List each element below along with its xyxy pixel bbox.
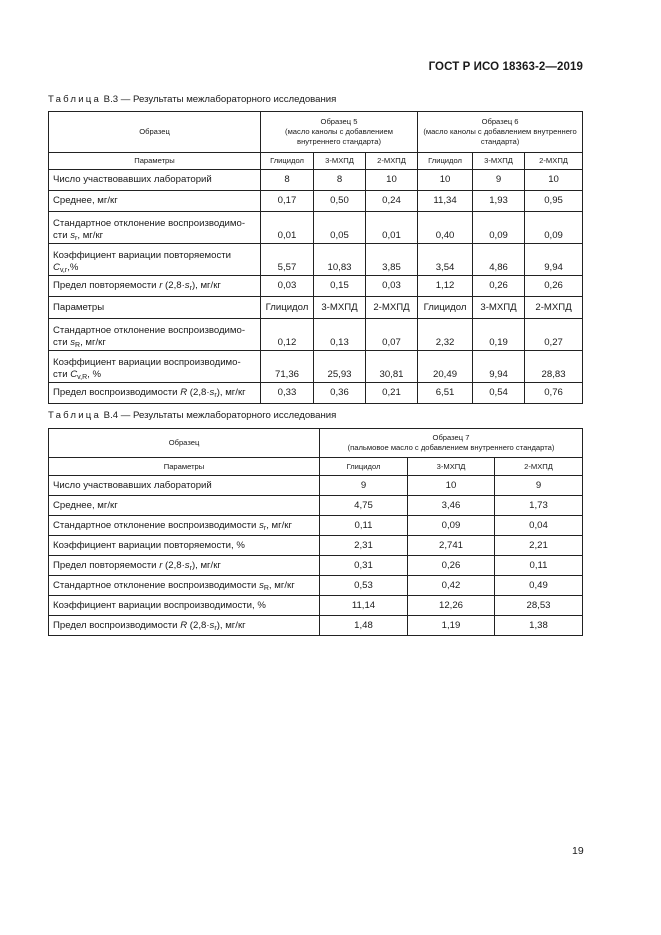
cell: 0,21 <box>366 383 418 404</box>
cell: 10 <box>366 170 418 191</box>
label-part: ,% <box>67 262 79 273</box>
cell: 9 <box>495 476 583 496</box>
subscript: r <box>263 524 267 532</box>
sample-header-label: Образец <box>49 429 320 458</box>
caption-text: В.3 — Результаты межлабораторного исследования <box>101 94 337 105</box>
col-header: 2-МХПД <box>525 153 583 170</box>
table-row <box>49 351 583 383</box>
cell: 2,741 <box>408 536 495 556</box>
cell: 0,26 <box>525 276 583 297</box>
cell: 0,76 <box>525 383 583 404</box>
cell: 10 <box>418 170 473 191</box>
label-part: сти <box>53 369 71 380</box>
cell: 11,34 <box>418 191 473 212</box>
table-row <box>49 276 583 297</box>
params-header-label: Параметры <box>49 458 320 476</box>
label-part: Стандартное отклонение воспроизводимо- <box>53 325 246 336</box>
col-header: 3-МХПД <box>473 153 525 170</box>
label-part: , % <box>87 369 102 380</box>
table-row <box>49 596 583 616</box>
cell: 0,15 <box>314 276 366 297</box>
row-label <box>49 351 261 383</box>
sample-header-label: Образец <box>49 112 261 153</box>
label-part: Предел повторяемости <box>53 559 160 571</box>
cell: 11,14 <box>320 596 408 616</box>
col-header: 3-МХПД <box>314 153 366 170</box>
cell: 0,11 <box>320 516 408 536</box>
symbol: s <box>184 559 190 571</box>
cell: 0,12 <box>261 319 314 351</box>
cell: 0,01 <box>261 212 314 244</box>
cell: 0,11 <box>495 556 583 576</box>
cell: 3,85 <box>366 244 418 276</box>
symbol: s <box>259 579 264 591</box>
cell: 4,75 <box>320 496 408 516</box>
label-part: Предел воспроизводимости <box>53 619 181 631</box>
cell: 3,46 <box>408 496 495 516</box>
cell: 0,95 <box>525 191 583 212</box>
table-b3-caption <box>48 94 336 105</box>
cell: 8 <box>261 170 314 191</box>
cell: 28,53 <box>495 596 583 616</box>
symbol: s <box>184 280 190 291</box>
row-label <box>49 556 320 576</box>
cell: 0,17 <box>261 191 314 212</box>
row-label: Среднее, мг/кг <box>49 496 320 516</box>
cell: 0,01 <box>366 212 418 244</box>
table-row <box>49 191 583 212</box>
sample5-description: (масло канолы с добавлением внутреннего стандарта) <box>285 127 393 146</box>
symbol: s <box>209 619 215 631</box>
symbol: r <box>159 559 163 571</box>
table-row <box>49 576 583 596</box>
cell: 1,12 <box>418 276 473 297</box>
cell: 0,40 <box>418 212 473 244</box>
table-row <box>49 496 583 516</box>
cell: 4,86 <box>473 244 525 276</box>
label-part: Стандартное отклонение воспроизводимо- <box>53 218 246 229</box>
row-label: Параметры <box>49 297 261 319</box>
label-part: ), мг/кг <box>191 280 221 291</box>
cell: 0,36 <box>314 383 366 404</box>
row-label: Коэффициент вариации воспроизводимости, % <box>49 596 320 616</box>
row-label: Среднее, мг/кг <box>49 191 261 212</box>
cell: 0,24 <box>366 191 418 212</box>
table-row <box>49 616 583 636</box>
cell: 0,09 <box>408 516 495 536</box>
cell: 0,13 <box>314 319 366 351</box>
table-b4 <box>48 428 583 636</box>
cell: 0,09 <box>473 212 525 244</box>
cell: 9,94 <box>525 244 583 276</box>
label-part: (2,8· <box>162 559 185 571</box>
col-header: 3-МХПД <box>473 297 525 319</box>
symbol: s <box>70 337 76 348</box>
col-header: 2-МХПД <box>495 458 583 476</box>
table-row <box>49 536 583 556</box>
subscript: v,R <box>77 374 88 381</box>
subscript: r <box>189 564 192 572</box>
table-row <box>49 516 583 536</box>
cell: 9 <box>473 170 525 191</box>
table-row <box>49 319 583 351</box>
col-header: 3-МХПД <box>314 297 366 319</box>
subscript: R <box>263 584 269 592</box>
table-row <box>49 556 583 576</box>
document-standard-header: ГОСТ Р ИСО 18363-2—2019 <box>428 61 583 73</box>
cell: 0,53 <box>320 576 408 596</box>
cell: 6,51 <box>418 383 473 404</box>
col-header: Глицидол <box>320 458 408 476</box>
subscript: r <box>214 392 217 399</box>
cell: 0,04 <box>495 516 583 536</box>
cell: 2,31 <box>320 536 408 556</box>
cell: 0,49 <box>495 576 583 596</box>
sample6-header <box>418 112 583 153</box>
row-label <box>49 616 320 636</box>
cell: 10,83 <box>314 244 366 276</box>
cell: 30,81 <box>366 351 418 383</box>
cell: 1,38 <box>495 616 583 636</box>
table-row <box>49 297 583 319</box>
table-b4-caption <box>48 410 336 421</box>
subscript: r <box>214 624 217 632</box>
cell: 3,54 <box>418 244 473 276</box>
col-header: 2-МХПД <box>366 153 418 170</box>
cell: 0,42 <box>408 576 495 596</box>
label-part: , мг/кг <box>80 337 106 348</box>
label-part: (2,8· <box>187 619 210 631</box>
row-label: Число участвовавших лабораторий <box>49 476 320 496</box>
cell: 5,57 <box>261 244 314 276</box>
cell: 0,03 <box>261 276 314 297</box>
caption-word: Таблица <box>48 410 102 421</box>
row-label <box>49 319 261 351</box>
sample7-description: (пальмовое масло с добавлением внутреннего стандарта) <box>347 443 555 452</box>
subscript: v,r <box>59 267 68 274</box>
label-part: Предел воспроизводимости <box>53 387 181 398</box>
params-header-label: Параметры <box>49 153 261 170</box>
col-header: Глицидол <box>261 297 314 319</box>
col-header: 2-МХПД <box>366 297 418 319</box>
cell: 0,09 <box>525 212 583 244</box>
label-part: Коэффициент вариации воспроизводимо- <box>53 357 241 368</box>
row-label <box>49 244 261 276</box>
col-header: Глицидол <box>261 153 314 170</box>
label-part: Стандартное отклонение воспроизводимости <box>53 579 260 591</box>
symbol: s <box>209 387 215 398</box>
cell: 1,48 <box>320 616 408 636</box>
symbol: C <box>70 369 78 380</box>
cell: 9 <box>320 476 408 496</box>
cell: 10 <box>525 170 583 191</box>
symbol: C <box>53 262 60 273</box>
col-header: Глицидол <box>418 297 473 319</box>
cell: 71,36 <box>261 351 314 383</box>
row-label <box>49 383 261 404</box>
row-label: Число участвовавших лабораторий <box>49 170 261 191</box>
cell: 8 <box>314 170 366 191</box>
cell: 2,21 <box>495 536 583 556</box>
col-header: 3-МХПД <box>408 458 495 476</box>
label-part: , мг/кг <box>77 230 104 241</box>
cell: 20,49 <box>418 351 473 383</box>
symbol: R <box>180 619 188 631</box>
cell: 28,83 <box>525 351 583 383</box>
label-part: ), мг/кг <box>216 619 246 631</box>
cell: 0,50 <box>314 191 366 212</box>
cell: 0,03 <box>366 276 418 297</box>
table-row <box>49 476 583 496</box>
cell: 0,26 <box>408 556 495 576</box>
symbol: R <box>180 387 188 398</box>
sample6-title: Образец 6 <box>481 117 519 126</box>
col-header: 2-МХПД <box>525 297 583 319</box>
label-part: Стандартное отклонение воспроизводимости <box>53 519 260 531</box>
cell: 9,94 <box>473 351 525 383</box>
cell: 2,32 <box>418 319 473 351</box>
table-b3 <box>48 111 583 404</box>
table-row <box>49 244 583 276</box>
cell: 25,93 <box>314 351 366 383</box>
table-row <box>49 212 583 244</box>
label-part: Предел повторяемости <box>53 280 160 291</box>
label-part: , мг/кг <box>268 579 295 591</box>
symbol: s <box>70 230 76 241</box>
label-part: , мг/кг <box>266 519 292 531</box>
table-row <box>49 170 583 191</box>
row-label <box>49 516 320 536</box>
row-label: Коэффициент вариации повторяемости, % <box>49 536 320 556</box>
sample5-title: Образец 5 <box>320 117 358 126</box>
cell: 12,26 <box>408 596 495 616</box>
label-part: ), мг/кг <box>191 559 221 571</box>
row-label <box>49 212 261 244</box>
cell: 1,73 <box>495 496 583 516</box>
label-part: (2,8· <box>187 387 210 398</box>
cell: 0,26 <box>473 276 525 297</box>
page-number: 19 <box>572 845 584 857</box>
sample5-header <box>261 112 418 153</box>
cell: 0,31 <box>320 556 408 576</box>
cell: 0,33 <box>261 383 314 404</box>
label-part: Коэффициент вариации повторяемости <box>53 250 232 261</box>
caption-text: В.4 — Результаты межлабораторного исследования <box>101 410 337 421</box>
label-part: (2,8· <box>162 280 185 291</box>
label-part: ), мг/кг <box>216 387 246 398</box>
cell: 0,54 <box>473 383 525 404</box>
row-label <box>49 276 261 297</box>
cell: 10 <box>408 476 495 496</box>
subscript: R <box>75 342 81 349</box>
sample6-description: (масло канолы с добавлением внутреннего стандарта) <box>423 127 577 146</box>
label-part: сти <box>53 337 71 348</box>
col-header: Глицидол <box>418 153 473 170</box>
row-label <box>49 576 320 596</box>
cell: 0,07 <box>366 319 418 351</box>
sample7-title: Образец 7 <box>432 433 470 442</box>
cell: 0,27 <box>525 319 583 351</box>
cell: 0,05 <box>314 212 366 244</box>
sample7-header <box>320 429 583 458</box>
cell: 1,19 <box>408 616 495 636</box>
subscript: r <box>75 235 78 242</box>
cell: 0,19 <box>473 319 525 351</box>
cell: 1,93 <box>473 191 525 212</box>
symbol: s <box>259 519 264 531</box>
subscript: r <box>189 285 192 292</box>
label-part: сти <box>53 230 71 241</box>
table-row <box>49 383 583 404</box>
symbol: r <box>159 280 163 291</box>
caption-word: Таблица <box>48 94 102 105</box>
